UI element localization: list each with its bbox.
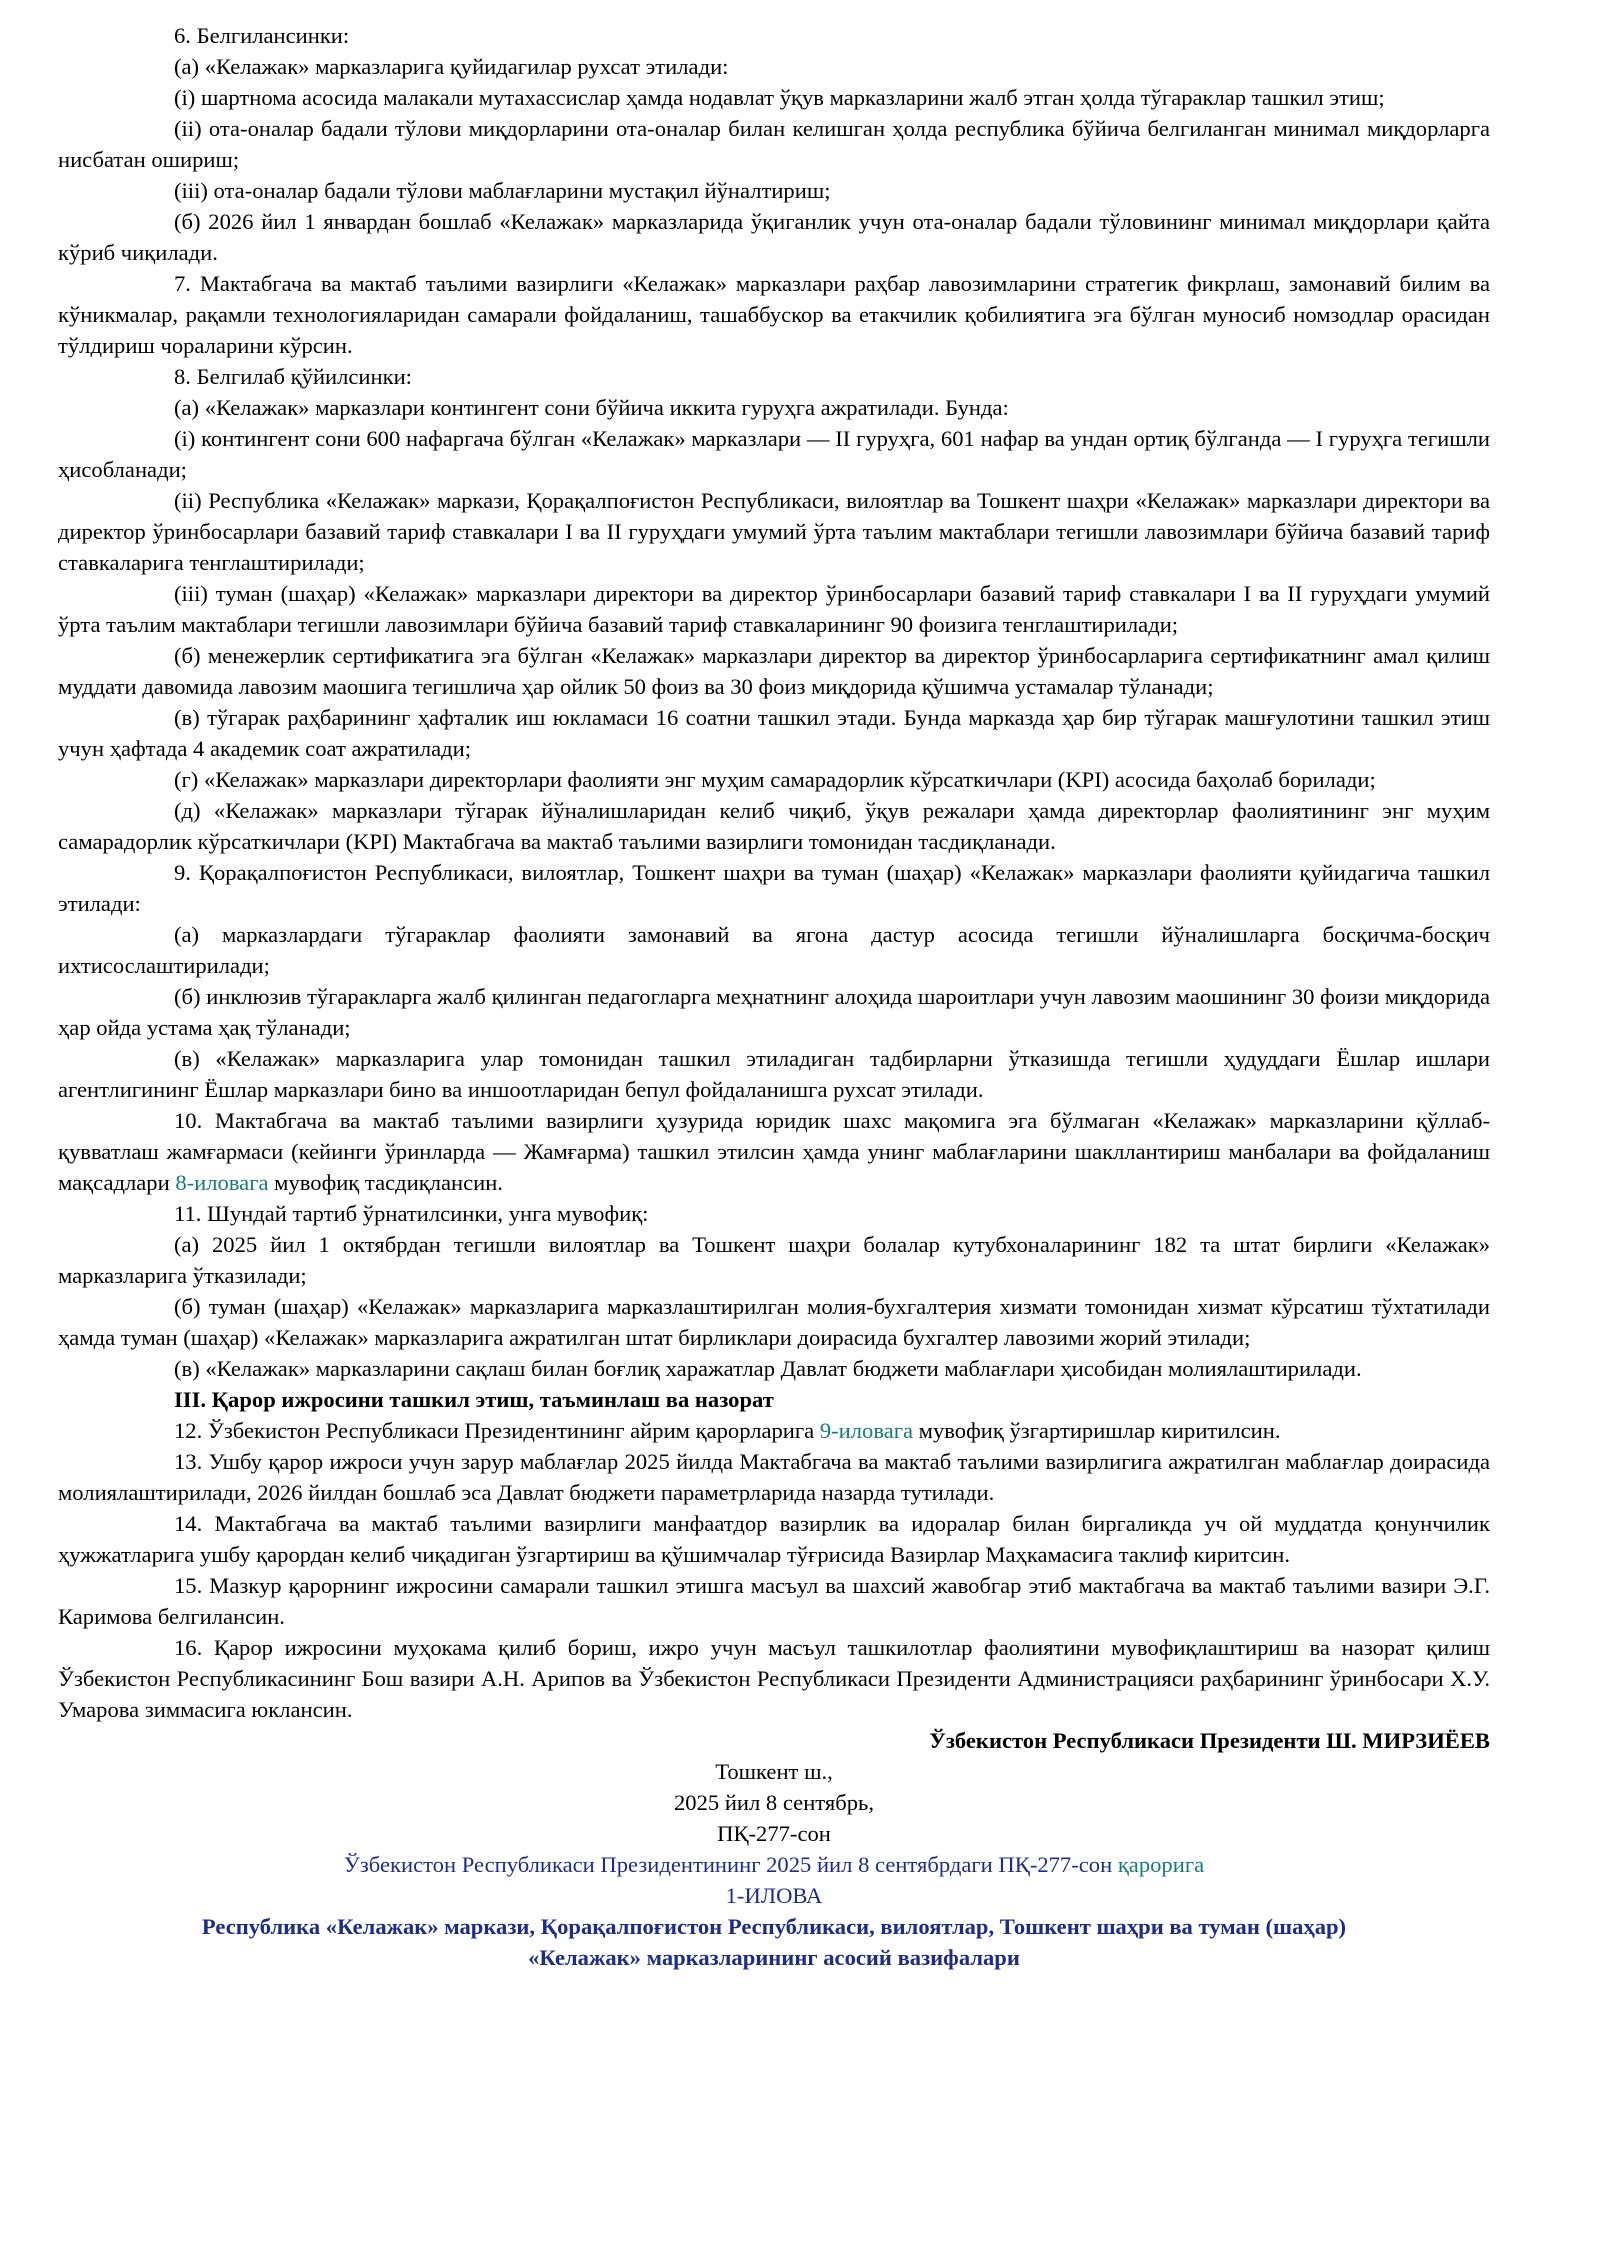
paragraph: 16. Қарор ижросини муҳокама қилиб бориш, ижро учун масъул ташкилотлар фаолиятини мувофиқлаштириш ва назорат қилиш Ўзбекистон Республикасининг Бош вазири А.Н. Арипов ва Ўзбекистон Республикаси Президенти Администрацияси раҳбарининг ўринбосари Х.У. Умарова зиммасига юклансин. xyxy=(58,1635,1490,1722)
annex-8-link[interactable]: 8-иловага xyxy=(175,1170,269,1195)
paragraph-10 xyxy=(58,1105,1490,1198)
paragraph-10-tail: мувофиқ тасдиқлансин. xyxy=(268,1170,503,1195)
paragraph: (б) 2026 йил 1 январдан бошлаб «Келажак» марказларида ўқиганлик учун ота-оналар бадали тўловининг минимал миқдорлари қайта кўриб чиқилади. xyxy=(58,209,1490,265)
paragraph: (а) 2025 йил 1 октябрдан тегишли вилоятлар ва Тошкент шаҳри болалар кутубхоналарининг 182 та штат бирлиги «Келажак» марказларига ўтказилади; xyxy=(58,1232,1490,1288)
paragraph: 11. Шундай тартиб ўрнатилсинки, унга мувофиқ: xyxy=(174,1201,649,1226)
paragraph: (ii) ота-оналар бадали тўлови миқдорларини ота-оналар билан келишган ҳолда республика бўйича белгиланган минимал миқдорларга нисбатан ошириш; xyxy=(58,116,1490,172)
section-3-title: III. Қарор ижросини ташкил этиш, таъминлаш ва назорат xyxy=(174,1387,774,1412)
paragraph: 13. Ушбу қарор ижроси учун зарур маблағлар 2025 йилда Мактабгача ва мактаб таълими вазирлигига ажратилган маблағлар доирасида молиялаштирилади, 2026 йилдан бошлаб эса Давлат бюджети параметрларида назарда тутилади. xyxy=(58,1449,1490,1505)
paragraph: 7. Мактабгача ва мактаб таълими вазирлиги «Келажак» марказлари раҳбар лавозимларини стратегик фикрлаш, замонавий билим ва кўникмалар, рақамли технологияларидан самарали фойдаланиш, ташаббускор ва етакчилик қобилиятига эга бўлган муносиб номзодлар орасидан тўлдириш чораларини кўрсин. xyxy=(58,271,1490,358)
paragraph: (i) шартнома асосида малакали мутахассислар ҳамда нодавлат ўқув марказларини жалб этган ҳолда тўгараклар ташкил этиш; xyxy=(174,85,1385,110)
paragraph: (в) «Келажак» марказларига улар томонидан ташкил этиладиган тадбирларни ўтказишда тегишли ҳудуддаги Ёшлар ишлари агентлигининг Ёшлар марказлари бино ва иншоотларидан бепул фойдаланишга рухсат этилади. xyxy=(58,1046,1490,1102)
annex-label: 1-ИЛОВА xyxy=(725,1883,823,1908)
paragraph-12 xyxy=(58,1415,1490,1446)
paragraph: (в) «Келажак» марказларини сақлаш билан боғлиқ харажатлар Давлат бюджети маблағлари ҳисобидан молиялаштирилади. xyxy=(174,1356,1362,1381)
paragraph-10-text: 10. Мактабгача ва мактаб таълими вазирлиги ҳузурида юридик шахс мақомига эга бўлмаган «Келажак» марказларини қўллаб-қувватлаш жамғармаси (кейинги ўринларда — Жамғарма) ташкил этилсин ҳамда унинг маблағларини шакллантириш манбалари ва фойдаланиш мақсадлари xyxy=(58,1108,1490,1195)
paragraph: (д) «Келажак» марказлари тўгарак йўналишларидан келиб чиқиб, ўқув режалари ҳамда директорлар фаолиятининг энг муҳим самарадорлик кўрсаткичлари (KPI) Мактабгача ва мактаб таълими вазирлиги томонидан тасдиқланади. xyxy=(58,798,1490,854)
president-signature: Ўзбекистон Республикаси Президенти Ш. МИРЗИЁЕВ xyxy=(929,1728,1490,1753)
annex-reference-text: Ўзбекистон Республикаси Президентининг 2025 йил 8 сентябрдаги ПҚ-277-сон xyxy=(343,1852,1118,1877)
paragraph: (б) туман (шаҳар) «Келажак» марказларига марказлаштирилган молия-бухгалтерия хизмати томонидан хизмат кўрсатиш тўхтатилади ҳамда туман (шаҳар) «Келажак» марказларига ажратилган штат бирликлари доирасида бухгалтер лавозими жорий этилади; xyxy=(58,1294,1490,1350)
date: 2025 йил 8 сентябрь, xyxy=(673,1790,875,1815)
paragraph: (а) «Келажак» марказларига қуйидагилар рухсат этилади: xyxy=(174,54,729,79)
paragraphs-block-2 xyxy=(58,1198,1490,1384)
annex-reference xyxy=(58,1849,1490,1880)
paragraph: (ii) Республика «Келажак» маркази, Қорақалпоғистон Республикаси, вилоятлар ва Тошкент шаҳри «Келажак» марказлари директори ва директор ўринбосарлари базавий тариф ставкалари I ва II гуруҳдаги умумий ўрта таълим мактаблари тегишли лавозимлари бўйича базавий тариф ставкаларига тенглаштирилади; xyxy=(58,488,1490,575)
paragraph: 9. Қорақалпоғистон Республикаси, вилоятлар, Тошкент шаҳри ва туман (шаҳар) «Келажак» марказлари фаолияти қуйидагича ташкил этилади: xyxy=(58,860,1490,916)
paragraph: (б) менежерлик сертификатига эга бўлган «Келажак» марказлари директор ва директор ўринбосарларига сертификатнинг амал қилиш муддати давомида лавозим маошига тегишлича ҳар ойлик 50 фоиз ва 30 фоиз миқдорида қўшимча устамалар тўланади; xyxy=(58,643,1490,699)
document-number: ПҚ-277-сон xyxy=(717,1821,831,1846)
annex-title-line-1: Республика «Келажак» маркази, Қорақалпоғистон Республикаси, вилоятлар, Тошкент шаҳри ва туман (шаҳар) xyxy=(201,1914,1347,1939)
paragraphs-block-1 xyxy=(58,20,1490,1105)
paragraph: (а) «Келажак» марказлари контингент сони бўйича иккита гуруҳга ажратилади. Бунда: xyxy=(174,395,1009,420)
paragraph: (в) тўгарак раҳбарининг ҳафталик иш юкламаси 16 соатни ташкил этади. Бунда марказда ҳар бир тўгарак машғулотини ташкил этиш учун ҳафтада 4 академик соат ажратилади; xyxy=(58,705,1490,761)
place: Тошкент ш., xyxy=(715,1759,833,1784)
paragraph: 8. Белгилаб қўйилсинки: xyxy=(174,364,412,389)
annex-9-link[interactable]: 9-иловага xyxy=(819,1418,914,1443)
paragraph: (i) контингент сони 600 нафаргача бўлган «Келажак» марказлари — II гуруҳга, 601 нафар ва ундан ортиқ бўлганда — I гуруҳга тегишли ҳисобланади; xyxy=(58,426,1490,482)
paragraph: (б) инклюзив тўгаракларга жалб қилинган педагогларга меҳнатнинг алоҳида шароитлари учун лавозим маошининг 30 фоизи миқдорида ҳар ойда устама ҳақ тўланади; xyxy=(58,984,1490,1040)
paragraph: 14. Мактабгача ва мактаб таълими вазирлиги манфаатдор вазирлик ва идоралар билан биргаликда уч ой муддатда қонунчилик ҳужжатларига ушбу қарордан келиб чиқадиган ўзгартириш ва қўшимчалар тўғрисида Вазирлар Маҳкамасига таклиф киритсин. xyxy=(58,1511,1490,1567)
paragraph-12-text: 12. Ўзбекистон Республикаси Президентининг айрим қарорларига xyxy=(174,1418,820,1443)
decree-link[interactable]: қарорига xyxy=(1117,1852,1205,1877)
paragraph: (а) марказлардаги тўгараклар фаолияти замонавий ва ягона дастур асосида тегишли йўналишларга босқичма-босқич ихтисослаштирилади; xyxy=(58,922,1490,978)
paragraph: 15. Мазкур қарорнинг ижросини самарали ташкил этишга масъул ва шахсий жавобгар этиб мактабгача ва мактаб таълими вазири Э.Г. Каримова белгилансин. xyxy=(58,1573,1490,1629)
paragraph: 6. Белгилансинки: xyxy=(174,23,350,48)
annex-title-line-2: «Келажак» марказларининг асосий вазифалари xyxy=(528,1945,1020,1970)
paragraph: (iii) туман (шаҳар) «Келажак» марказлари директори ва директор ўринбосарлари базавий тариф ставкалари I ва II гуруҳдаги умумий ўрта таълим мактаблари тегишли лавозимлари бўйича базавий тариф ставкаларининг 90 фоизига тенглаштирилади; xyxy=(58,581,1490,637)
paragraph-12-tail: мувофиқ ўзгартиришлар киритилсин. xyxy=(913,1418,1281,1443)
paragraphs-block-3 xyxy=(58,1446,1490,1725)
paragraph: (г) «Келажак» марказлари директорлари фаолияти энг муҳим самарадорлик кўрсаткичлари (KPI) асосида баҳолаб борилади; xyxy=(174,767,1376,792)
paragraph: (iii) ота-оналар бадали тўлови маблағларини мустақил йўналтириш; xyxy=(174,178,831,203)
